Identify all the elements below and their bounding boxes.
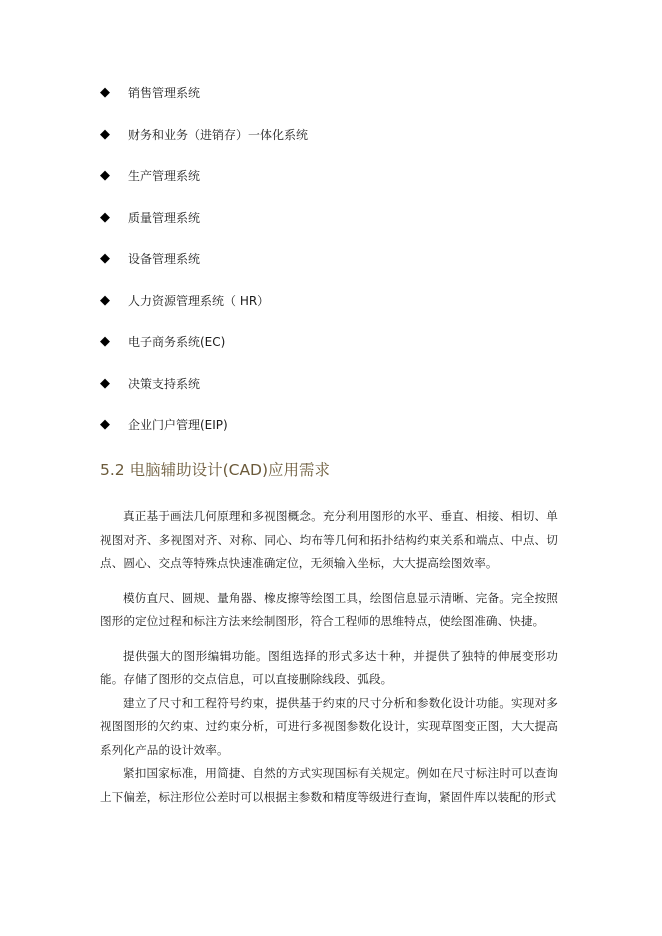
list-item-text: 人力资源管理系统（ HR）	[128, 293, 270, 308]
list-item-text: 质量管理系统	[128, 210, 201, 225]
diamond-bullet-icon: ◆	[100, 334, 110, 349]
body-paragraph: 模仿直尺、圆规、量角器、橡皮擦等绘图工具，绘图信息显示清晰、完备。完全按照图形的定位过程和标注方法来绘制图形，符合工程师的思维特点，使绘图准确、快捷。	[100, 590, 558, 628]
diamond-bullet-icon: ◆	[100, 251, 110, 266]
list-item-text: 销售管理系统	[128, 86, 201, 100]
diamond-bullet-icon: ◆	[100, 168, 110, 183]
list-item	[100, 331, 308, 373]
list-item-text: 财务和业务（进销存）一体化系统	[128, 127, 309, 142]
list-item-text: 设备管理系统	[128, 252, 201, 266]
list-item	[100, 82, 308, 124]
section-body	[100, 505, 558, 809]
section-heading: 5.2 电脑辅助设计(CAD)应用需求	[100, 461, 331, 479]
diamond-bullet-icon: ◆	[100, 85, 110, 100]
body-paragraph: 提供强大的图形编辑功能。图组选择的形式多达十种，并提供了独特的伸展变形功能。存储了图形的交点信息，可以直接删除线段、弧段。	[100, 648, 558, 686]
list-item-text: 企业门户管理(EIP)	[128, 418, 228, 432]
diamond-bullet-icon: ◆	[100, 292, 110, 308]
list-item-text: 决策支持系统	[128, 376, 201, 391]
diamond-bullet-icon: ◆	[100, 375, 110, 391]
list-item	[100, 373, 308, 415]
list-item	[100, 165, 308, 207]
list-item-text: 电子商务系统(EC)	[128, 335, 226, 349]
diamond-bullet-icon: ◆	[100, 417, 110, 432]
body-paragraph: 建立了尺寸和工程符号约束，提供基于约束的尺寸分析和参数化设计功能。实现对多视图图形的欠约束、过约束分析，可进行多视图参数化设计，实现草图变正图，大大提高系列化产品的设计效率。	[100, 695, 558, 757]
body-paragraph: 紧扣国家标准，用简捷、自然的方式实现国标有关规定。例如在尺寸标注时可以查询上下偏差，标注形位公差时可以根据主参数和精度等级进行查询，紧固件库以装配的形式	[100, 766, 558, 804]
list-item	[100, 207, 308, 249]
list-item-text: 生产管理系统	[128, 169, 201, 183]
list-item	[100, 414, 308, 456]
list-item	[100, 290, 308, 332]
system-bullet-list	[100, 82, 308, 456]
list-item	[100, 248, 308, 290]
diamond-bullet-icon: ◆	[100, 126, 110, 142]
diamond-bullet-icon: ◆	[100, 209, 110, 225]
body-paragraph: 真正基于画法几何原理和多视图概念。充分利用图形的水平、垂直、相接、相切、单视图对齐、多视图对齐、对称、同心、均布等几何和拓扑结构约束关系和端点、中点、切点、圆心、交点等特殊点快速准确定位，无须输入坐标，大大提高绘图效率。	[100, 509, 558, 570]
list-item	[100, 124, 308, 166]
